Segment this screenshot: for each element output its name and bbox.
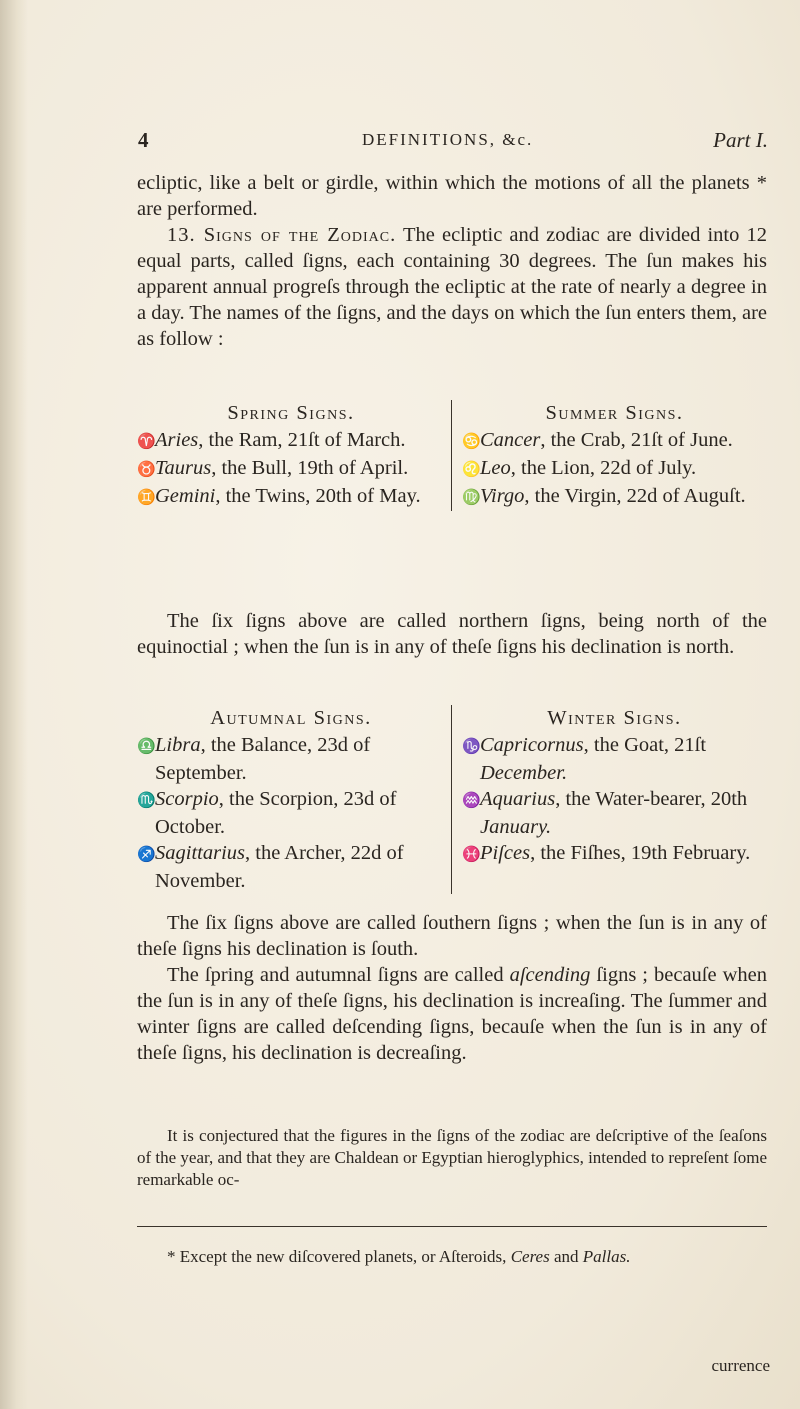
sign-entry-scorpio: ♏Scorpio, the Scorpion, 23d of October. <box>137 788 397 838</box>
autumn-winter-table <box>137 705 767 894</box>
sign-entry-libra: ♎Libra, the Balance, 23d of September. <box>137 734 371 784</box>
page-binding-shadow <box>0 0 28 1409</box>
cancer-icon: ♋ <box>462 434 481 450</box>
part-label: Part I. <box>713 128 768 152</box>
summer-signs-title: Summer Signs. <box>545 402 684 424</box>
page-header <box>138 128 768 158</box>
autumnal-signs-column <box>137 705 452 894</box>
summer-signs-column <box>452 400 767 511</box>
sagittarius-icon: ♐ <box>137 847 156 863</box>
leo-icon: ♌ <box>462 462 481 478</box>
catchword: currence <box>711 1356 770 1375</box>
section-heading: 13. Signs of the Zodiac. <box>167 224 397 246</box>
side-note <box>137 1125 767 1191</box>
sign-entry-sagittarius: ♐Sagittarius, the Archer, 22d of November. <box>137 842 404 892</box>
capricorn-icon: ♑ <box>462 739 481 755</box>
section-text: The ecliptic and zodiac are divided into 12 equal parts, called ſigns, each containing 30 degrees. The ſun makes his apparent annual progreſs through the ecliptic at the rate of nearly a degree in a day. The names of the ſigns, and the days on which the ſun enters them, are as follow : <box>137 224 767 350</box>
sign-entry-aquarius: ♒Aquarius, the Water-bearer, 20th January. <box>462 788 748 838</box>
running-title: DEFINITIONS, &c. <box>362 130 534 149</box>
sign-entry-aries: ♈Aries, the Ram, 21ſt of March. <box>137 427 445 455</box>
paragraph-ascending: The ſpring and autumnal ſigns are called aſcending ſigns ; becauſe when the ſun is in any of theſe ſigns, his declination is increaſing. The ſummer and winter ſigns are called deſcending ſigns, becauſe when the ſun is in any of theſe ſigns, his declination is decreaſing. <box>137 964 767 1064</box>
pisces-icon: ♓ <box>462 847 481 863</box>
side-note-text: It is conjectured that the figures in the ſigns of the zodiac are deſcriptive of the ſeaſons of the year, and that they are Chaldean or Egyptian hieroglyphics, intended to repreſent ſome remarkable oc- <box>137 1126 767 1189</box>
paragraph-signs <box>137 222 767 352</box>
autumnal-signs-title: Autumnal Signs. <box>210 707 372 729</box>
sign-entry-cancer: ♋Cancer, the Crab, 21ſt of June. <box>462 427 767 455</box>
footnote-text: * Except the new diſcovered planets, or Aſteroids, Ceres and Pallas. <box>167 1247 631 1266</box>
southern-signs-text <box>137 910 767 1066</box>
winter-signs-title: Winter Signs. <box>547 707 682 729</box>
spring-signs-title: Spring Signs. <box>227 402 355 424</box>
aries-icon: ♈ <box>137 434 156 450</box>
sign-entry-gemini: ♊Gemini, the Twins, 20th of May. <box>137 483 445 511</box>
sign-entry-capricornus: ♑Capricornus, the Goat, 21ſt December. <box>462 734 707 784</box>
intro-text <box>137 170 767 352</box>
sign-entry-leo: ♌Leo, the Lion, 22d of July. <box>462 455 767 483</box>
paragraph-ecliptic: ecliptic, like a belt or girdle, within which the motions of all the planets * are performed. <box>137 172 767 220</box>
spring-signs-column <box>137 400 452 511</box>
spring-summer-table <box>137 400 767 511</box>
winter-signs-column <box>452 705 767 894</box>
virgo-icon: ♍ <box>462 490 481 506</box>
paragraph-southern: The ſix ſigns above are called ſouthern ſigns ; when the ſun is in any of theſe ſigns his declination is ſouth. <box>137 912 767 960</box>
scorpio-icon: ♏ <box>137 793 156 809</box>
sign-entry-taurus: ♉Taurus, the Bull, 19th of April. <box>137 455 445 483</box>
aquarius-icon: ♒ <box>462 793 481 809</box>
page-number: 4 <box>138 128 149 152</box>
paragraph-northern: The ſix ſigns above are called northern ſigns, being north of the equinoctial ; when the ſun is in any of theſe ſigns his declination is north. <box>137 610 767 658</box>
footnote-rule <box>137 1226 767 1227</box>
northern-signs-text <box>137 608 767 660</box>
sign-entry-pisces: ♓Piſces, the Fiſhes, 19th February. <box>462 840 767 868</box>
libra-icon: ♎ <box>137 739 156 755</box>
footnote <box>137 1246 767 1268</box>
gemini-icon: ♊ <box>137 490 156 506</box>
sign-entry-virgo: ♍Virgo, the Virgin, 22d of Auguſt. <box>462 483 767 511</box>
taurus-icon: ♉ <box>137 462 156 478</box>
